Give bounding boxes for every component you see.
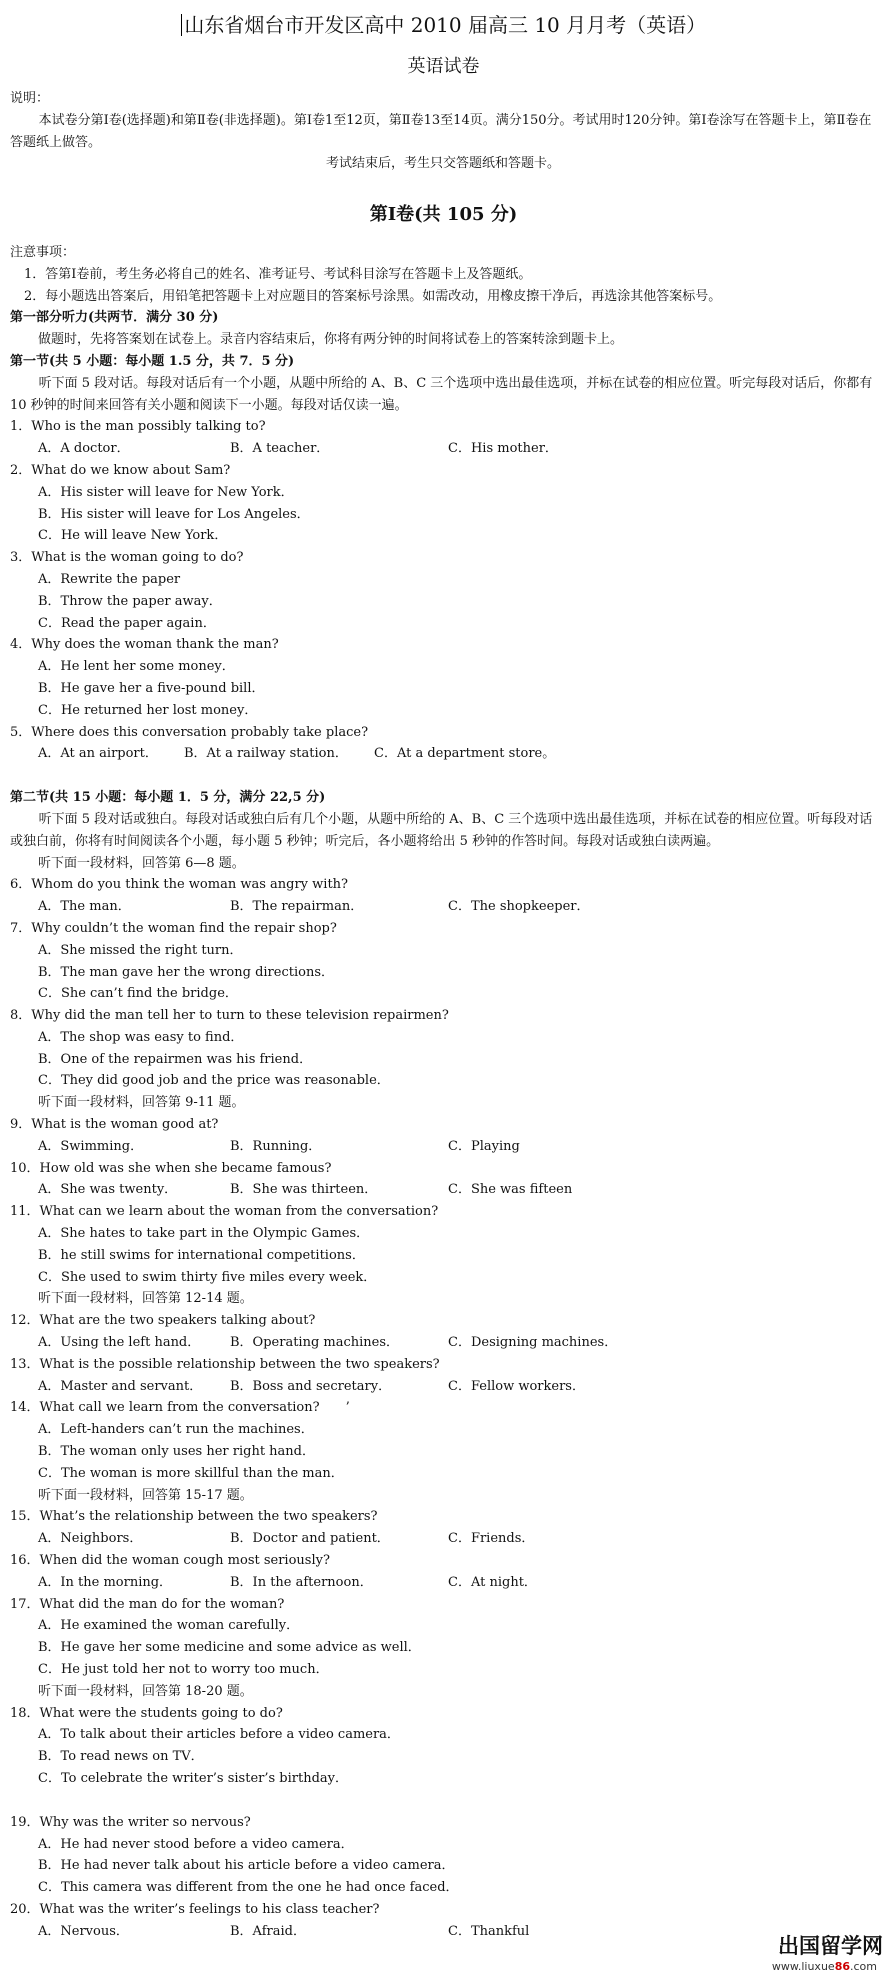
option-a: A．The shop was easy to find． [38, 1029, 244, 1045]
material-note: 听下面一段材料，回答第 15-17 题。 [38, 1487, 253, 1503]
option-c: C．Fellow workers． [448, 1378, 585, 1394]
question-10: 10．How old was she when she became famous? [10, 1160, 332, 1176]
question-7: 7．Why couldn’t the woman find the repair shop? [10, 920, 337, 936]
question-9-options [10, 1136, 876, 1158]
option-b: B．One of the repairmen was his friend． [38, 1051, 313, 1067]
question-11: 11．What can we learn about the woman from the conversation? [10, 1204, 439, 1220]
option-c: C．They did good job and the price was reasonable． [38, 1073, 390, 1089]
option-c: C．At night． [448, 1574, 537, 1590]
option-c: C．Designing machines． [448, 1335, 618, 1351]
option-c: C．He just told her not to worry too much． [38, 1662, 329, 1677]
option-b: B．The man gave her the wrong directions． [38, 964, 334, 980]
question-19: 19．Why was the writer so nervous? [10, 1814, 251, 1830]
option-c: C．To celebrate the writer’s sister’s birthday． [38, 1770, 348, 1786]
stray-mark: ’ [345, 1400, 350, 1416]
option-b: B．He had never talk about his article before a video camera． [38, 1858, 455, 1874]
intro-section [10, 88, 876, 175]
intro-end: 考试结束后，考生只交答题纸和答题卡。 [325, 156, 560, 172]
question-8: 8．Why did the man tell her to turn to these television repairmen? [10, 1008, 449, 1024]
option-b: B．She was thirteen． [230, 1182, 378, 1198]
question-16: 16．When did the woman cough most seriously? [10, 1553, 330, 1569]
material-note: 听下面一段材料，回答第 12-14 题。 [38, 1291, 253, 1307]
section1-heading: 第一节(共 5 小题：每小题 1.5 分，共 7．5 分) [10, 353, 295, 369]
intro-text: 本试卷分第Ⅰ卷(选择题)和第Ⅱ卷(非选择题)。第Ⅰ卷1至12页，第Ⅱ卷13至14页。满分150分。考试用时120分钟。第Ⅰ卷涂写在答题卡上，第Ⅱ卷在答题纸上做答。 [10, 112, 872, 150]
option-a: A．He had never stood before a video camera． [38, 1836, 354, 1852]
option-a: A．He lent her some money． [38, 659, 235, 675]
watermark-url-suffix: .com [850, 1960, 877, 1973]
question-10-options [10, 1179, 876, 1201]
option-b: B．In the afternoon． [230, 1574, 373, 1590]
listening-heading: 第一部分听力(共两节．满分 30 分) [10, 310, 219, 326]
option-c: C．She used to swim thirty five miles every week． [38, 1269, 377, 1285]
exam-body [10, 242, 876, 1943]
question-15: 15．What’s the relationship between the two speakers? [10, 1509, 378, 1525]
option-b: B．A teacher． [230, 441, 330, 457]
listening-instruction: 做题时，先将答案划在试卷上。录音内容结束后，你将有两分钟的时间将试卷上的答案转涂到题卡上。 [38, 332, 624, 348]
text-cursor [181, 14, 183, 36]
option-a: A．At an airport． [38, 746, 158, 762]
option-b: B．The woman only uses her right hand． [38, 1444, 315, 1460]
option-a: A．Swimming． [38, 1138, 144, 1154]
question-1: 1．Who is the man possibly talking to? [10, 419, 266, 435]
option-a: A．Using the left hand． [38, 1335, 201, 1351]
option-b: B．Running． [230, 1138, 322, 1154]
question-6: 6．Whom do you think the woman was angry with? [10, 877, 349, 893]
question-9: 9．What is the woman good at? [10, 1117, 219, 1133]
option-c: C．The shopkeeper． [448, 899, 590, 915]
option-b: B．To read news on TV． [38, 1749, 204, 1765]
notes-label: 注意事项： [10, 245, 76, 260]
question-20: 20．What was the writer’s feelings to his class teacher? [10, 1901, 380, 1917]
note-1: 1．答第Ⅰ卷前，考生务必将自己的姓名、准考证号、考试科目涂写在答题卡上及答题纸。 [24, 266, 532, 282]
question-14-stem: 14．What call we learn from the conversation? [10, 1400, 320, 1416]
question-15-options [10, 1528, 876, 1550]
option-b: B．He gave her a five-pound bill． [38, 680, 265, 696]
section2-heading: 第二节(共 15 小题：每小题 1．5 分，满分 22,5 分) [10, 790, 326, 806]
question-1-options [10, 438, 876, 460]
option-a: A．She hates to take part in the Olympic Games． [38, 1226, 370, 1242]
section2-instruction: 听下面 5 段对话或独白。每段对话或独白后有几个小题，从题中所给的 A、B、C 三个选项中选出最佳选项，并标在试卷的相应位置。听每段对话或独白前，你将有时间阅读各个小题，每小题 5 秒钟；听完后，各小题将给出 5 秒钟的作答时间。每段对话或独白读两遍。 [10, 811, 873, 849]
question-5-options [10, 743, 876, 765]
option-a: A．A doctor． [38, 441, 130, 457]
option-a: A．His sister will leave for New York． [38, 484, 294, 500]
question-16-options [10, 1572, 876, 1594]
note-2: 2．每小题选出答案后，用铅笔把答题卡上对应题目的答案标号涂黑。如需改动，用橡皮擦干净后，再选涂其他答案标号。 [24, 288, 722, 304]
watermark-url-prefix: www.liuxue [771, 1960, 835, 1973]
option-b: B．he still swims for international competitions． [38, 1247, 365, 1263]
option-a: A．He examined the woman carefully． [38, 1618, 300, 1634]
option-c: C．Friends． [448, 1531, 535, 1547]
option-c: C．His mother． [448, 441, 558, 457]
option-c: C．He returned her lost money． [38, 702, 258, 718]
section1-instruction: 听下面 5 段对话。每段对话后有一个小题，从题中所给的 A、B、C 三个选项中选出最佳选项，并标在试卷的相应位置。听完每段对话后，你都有 10 秒钟的时间来回答有关小题和阅读下一小题。每段对话仅读一遍。 [10, 375, 873, 413]
option-a: A．She missed the right turn． [38, 942, 243, 958]
option-c: C．Playing [448, 1138, 520, 1154]
option-c: C．This camera was different from the one he had once faced． [38, 1880, 459, 1896]
material-note: 听下面一段材料，回答第 9-11 题。 [38, 1095, 245, 1111]
option-b: B．Boss and secretary． [230, 1378, 392, 1394]
question-12-options [10, 1332, 876, 1354]
question-17: 17．What did the man do for the woman? [10, 1596, 285, 1612]
watermark-logo [733, 1933, 883, 1979]
question-4: 4．Why does the woman thank the man? [10, 637, 279, 653]
option-c: C．Read the paper again． [38, 615, 216, 631]
option-a: A．To talk about their articles before a video camera． [38, 1727, 400, 1743]
question-3: 3．What is the woman going to do? [10, 550, 244, 566]
question-14 [10, 1397, 876, 1419]
question-5: 5．Where does this conversation probably take place? [10, 724, 369, 740]
option-a: A．Nervous． [38, 1923, 129, 1939]
option-b: B．He gave her some medicine and some advice as well． [38, 1640, 421, 1656]
option-c: C．Thankful [448, 1923, 530, 1939]
watermark-logo-text: 出国留学网 [778, 1934, 883, 1958]
option-b: B．Operating machines． [230, 1335, 400, 1351]
option-b: B．Afraid． [230, 1923, 306, 1939]
option-b: B．Throw the paper away． [38, 593, 222, 609]
question-18: 18．What were the students going to do? [10, 1705, 283, 1721]
option-b: B．His sister will leave for Los Angeles． [38, 506, 310, 522]
watermark-url [772, 1959, 877, 1975]
part1-title: 第Ⅰ卷(共 105 分) [369, 204, 518, 225]
question-12: 12．What are the two speakers talking about? [10, 1313, 316, 1329]
option-a: A．In the morning． [38, 1574, 173, 1590]
question-2: 2．What do we know about Sam? [10, 462, 231, 478]
option-b: B．At a railway station． [184, 746, 348, 762]
page-subtitle: 英语试卷 [407, 56, 480, 77]
option-a: A．The man． [38, 899, 131, 915]
question-13-options [10, 1376, 876, 1398]
watermark-url-num: 86 [834, 1960, 850, 1973]
option-a: A．Master and servant． [38, 1378, 203, 1394]
option-c: C．He will leave New York． [38, 528, 228, 544]
intro-label: 说明： [10, 91, 50, 106]
page-title [0, 8, 887, 42]
option-c: C．At a department store。 [374, 746, 556, 762]
option-a: A．She was twenty． [38, 1182, 178, 1198]
material-note: 听下面一段材料，回答第 6—8 题。 [38, 855, 245, 871]
option-c: C．She was fifteen [448, 1182, 573, 1198]
option-a: A．Left-handers can’t run the machines． [38, 1422, 314, 1438]
page-title-text: 山东省烟台市开发区高中 2010 届高三 10 月月考（英语） [184, 13, 707, 37]
option-b: B．The repairman． [230, 899, 364, 915]
option-a: A．Neighbors． [38, 1531, 143, 1547]
option-c: C．The woman is more skillful than the man． [38, 1465, 344, 1481]
question-6-options [10, 896, 876, 918]
option-b: B．Doctor and patient． [230, 1531, 390, 1547]
material-note: 听下面一段材料，回答第 18-20 题。 [38, 1683, 253, 1699]
option-c: C．She can’t find the bridge． [38, 986, 238, 1002]
option-a: A．Rewrite the paper [38, 571, 181, 587]
question-13: 13．What is the possible relationship between the two speakers? [10, 1356, 440, 1372]
